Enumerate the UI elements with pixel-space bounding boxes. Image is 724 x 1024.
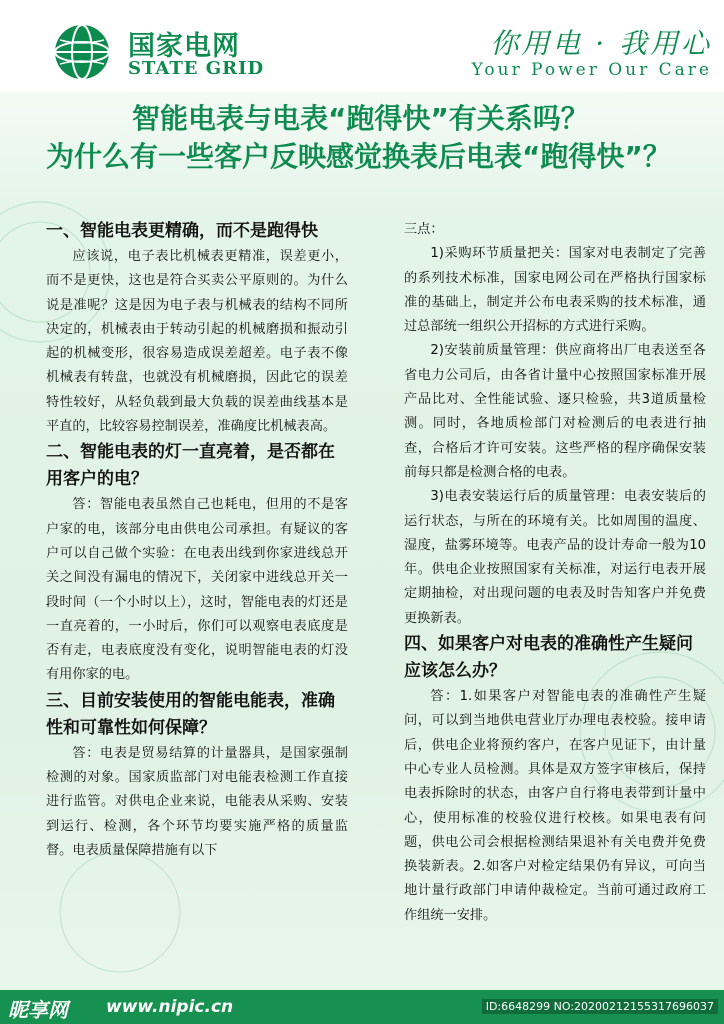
brand-name-en: STATE GRID	[128, 58, 265, 79]
slogan-cn: 你用电 · 我用心	[490, 27, 712, 60]
section-2-heading: 二、智能电表的灯一直亮着，是否都在用客户的电？	[46, 442, 335, 490]
title-line-2: 为什么有一些客户反映感觉换表后电表“跑得快”？	[46, 140, 671, 173]
watermark-brand: 昵享网	[8, 998, 68, 1022]
title-line-1: 智能电表与电表“跑得快”有关系吗？	[132, 102, 589, 135]
section-3-heading: 三、目前安装使用的智能电能表，准确性和可靠性如何保障？	[46, 690, 335, 738]
page-title	[46, 100, 706, 176]
state-grid-globe-icon	[52, 22, 112, 82]
measure-1: 1)采购环节质量把关：国家对电表制定了完善的系列技术标准，国家电网公司在严格执行国家标准的基础上，制定并公布电表采购的技术标准，通过总部统一组织公开招标的方式进行采购。	[404, 246, 706, 335]
section-1-heading: 一、智能电表更精确，而不是跑得快	[46, 221, 318, 241]
measure-2: 2)安装前质量管理：供应商将出厂电表送至各省电力公司后，由各省计量中心按照国家标准开展产品比对、全性能试验、逐只检验，共3道质量检测。同时，各地质检部门对检测后的电表进行抽查，合格后才许可安装。这些严格的程序确保安装前每只都是检测合格的电表。	[404, 343, 706, 480]
measure-3: 3)电表安装运行后的质量管理：电表安装后的运行状态，与所在的环境有关。比如周围的温度、湿度，盐雾环境等。电表产品的设计寿命一般为10年。供电企业按照国家有关标准，对运行电表开展定期抽检，对出现问题的电表及时告知客户并免费更换新表。	[404, 489, 706, 626]
brand-name-cn: 国家电网	[128, 31, 240, 62]
right-column	[404, 218, 706, 928]
watermark-id: ID:6648299 NO:20200212155317696037	[482, 999, 718, 1014]
section-4-body: 答：1.如果客户对智能电表的准确性产生疑问，可以到当地供电营业厅办理电表校验。接申请后，供电企业将预约客户，在客户见证下，由计量中心专业人员检测。具体是双方签字审核后，保持电表拆除时的状态，由客户自行将电表带到计量中心，使用标准的校验仪进行校核。如果电表有问题，供电公司会根据检测结果退补有关电费并免费换装新表。2.如客户对检定结果仍有异议，可向当地计量行政部门申请仲裁检定。当前可通过政府工作组统一安排。	[404, 689, 706, 923]
slogan-en: Your Power Our Care	[471, 60, 712, 80]
section-2-body: 答：智能电表虽然自己也耗电，但用的不是客户家的电，该部分电由供电公司承担。有疑议的客户可以自己做个实验：在电表出线到你家进线总开关之间没有漏电的情况下，关闭家中进线总开关一段时间（一个小时以上），这时，智能电表的灯还是一直亮着的，一小时后，你们可以观察电表底度是否有走，电表底度没有变化，说明智能电表的灯没有用你家的电。	[46, 497, 348, 683]
section-1-body: 应该说，电子表比机械表更精准，误差更小，而不是更快，这也是符合买卖公平原则的。为什么说是准呢？这是因为电子表与机械表的结构不同所决定的，机械表由于转动引起的机械磨损和振动引起的机械变形，很容易造成误差超差。电子表不像机械表有转盘，也就没有机械磨损，因此它的误差特性较好，从轻负载到最大负载的误差曲线基本是平直的，比较容易控制误差，准确度比机械表高。	[46, 249, 348, 435]
left-column	[46, 218, 348, 863]
watermark-url: www.nipic.cn	[106, 997, 234, 1017]
section-3-body: 答：电表是贸易结算的计量器具，是国家强制检测的对象。国家质监部门对电能表检测工作直接进行监管。对供电企业来说，电能表从采购、安装到运行、检测，各个环节均要实施严格的质量监督。电表质量保障措施有以下	[46, 745, 348, 858]
watermark-footer	[0, 990, 724, 1024]
section-4-heading: 四、如果客户对电表的准确性产生疑问应该怎么办？	[404, 634, 693, 682]
header	[0, 0, 724, 92]
section-3-continued: 三点：	[404, 222, 444, 237]
